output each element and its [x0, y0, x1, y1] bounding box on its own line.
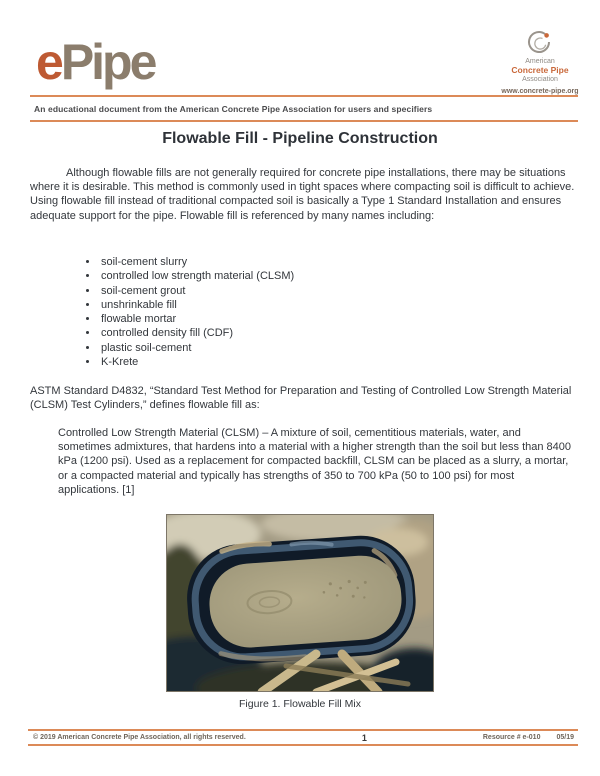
acpa-name-american: American: [525, 58, 555, 65]
acpa-name-association: Association: [522, 75, 558, 83]
clsm-definition-quote: Controlled Low Strength Material (CLSM) – A mixture of soil, cementitious materials, water, and sometimes admixtures, that hardens into a material with a higher strength than the soil but less than 8400 kPa (1200 psi). Used as a replacement for compacted backfill, CLSM can be placed as a slurry, a mortar, or a compacted material and typically has strengths of 350 to 700 kPa (50 to 100 psi) for most applications. [1]: [58, 427, 572, 496]
acpa-logo: [492, 30, 588, 96]
footer-resource-info: [483, 734, 578, 741]
footer-page-number: 1: [361, 732, 367, 743]
flowable-fill-names-list: [81, 255, 294, 369]
footer-copyright: © 2019 American Concrete Pipe Association, all rights reserved.: [33, 734, 246, 741]
list-item: • plastic soil-cement: [99, 341, 294, 355]
list-item: • unshrinkable fill: [99, 298, 294, 312]
list-item: • controlled density fill (CDF): [99, 326, 294, 340]
page-footer: [28, 729, 578, 746]
astm-paragraph: ASTM Standard D4832, “Standard Test Method for Preparation and Testing of Controlled Low Strength Material (CLSM) Test Cylinders,” defines flowable fill as:: [30, 385, 572, 412]
list-item: • K-Krete: [99, 355, 294, 369]
figure-caption: Figure 1. Flowable Fill Mix: [239, 698, 361, 710]
tagline-bar: [30, 95, 578, 122]
epipe-logo: [36, 34, 154, 90]
list-item: • soil-cement slurry: [99, 255, 294, 269]
epipe-logo-pipe: Pipe: [60, 34, 155, 90]
list-item: • soil-cement grout: [99, 284, 294, 298]
flowable-fill-photo: [166, 514, 434, 692]
acpa-website: www.concrete-pipe.org: [501, 87, 579, 95]
page-title: Flowable Fill - Pipeline Construction: [162, 130, 438, 147]
acpa-swirl-icon: [527, 30, 553, 56]
tagline-text: An educational document from the American Concrete Pipe Association for users and specifiers: [34, 104, 433, 114]
footer-resource-number: Resource # e-010: [482, 734, 541, 741]
acpa-name-concrete-pipe: Concrete Pipe: [511, 65, 569, 76]
list-item: • flowable mortar: [99, 312, 294, 326]
figure-1: [0, 514, 600, 710]
footer-date: 05/19: [556, 734, 574, 741]
intro-paragraph: Although flowable fills are not generally required for concrete pipe installations, there may be situations where it is desirable. This method is commonly used in tight spaces where compacting soil is difficult to achieve. Using flowable fill instead of traditional compacted soil is basically a Type 1 Standard Installation and ensures adequate support for the pipe. Flowable fill is referenced by many names including:: [30, 167, 575, 222]
list-item: • controlled low strength material (CLSM): [99, 269, 294, 283]
epipe-logo-e: e: [36, 34, 61, 90]
